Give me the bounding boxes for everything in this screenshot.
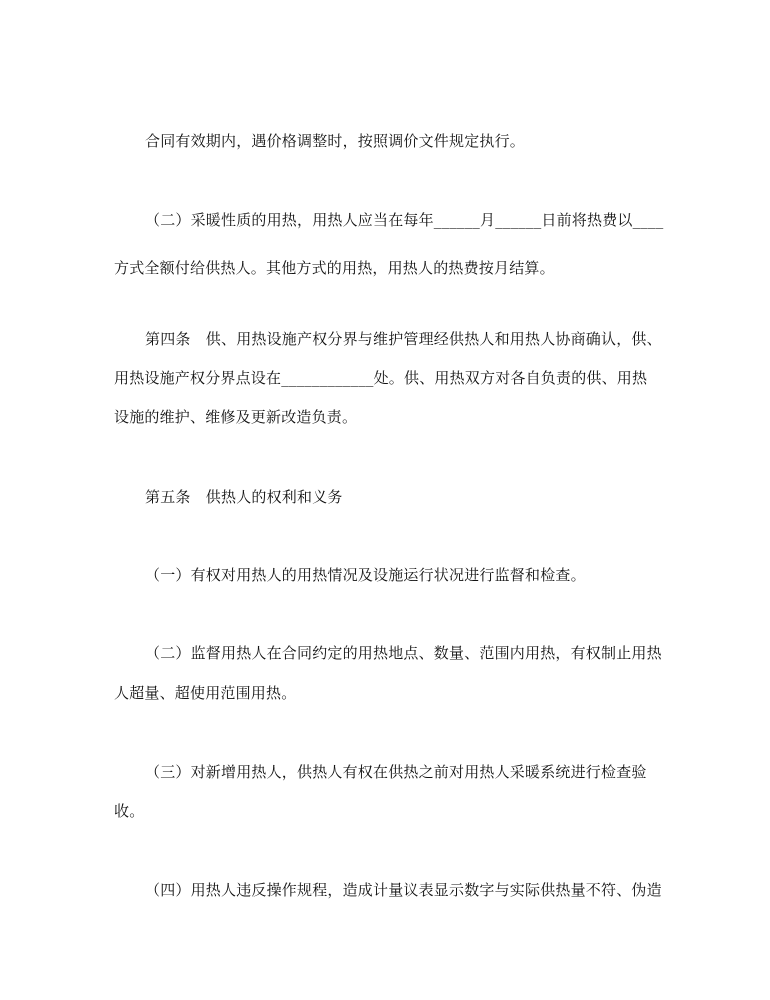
paragraph-line: 用热设施产权分界点设在____________处。供、用热双方对各自负责的供、用热: [114, 369, 648, 387]
paragraph-line: （二）监督用热人在合同约定的用热地点、数量、范围内用热，有权制止用热: [145, 644, 662, 662]
paragraph-line: 设施的维护、维修及更新改造负责。: [114, 408, 358, 426]
article-heading-line: 第五条 供热人的权利和义务: [145, 488, 343, 506]
paragraph-line: 人超量、超使用范围用热。: [114, 684, 297, 702]
paragraph-line: 方式全额付给供热人。其他方式的用热，用热人的热费按月结算。: [114, 259, 555, 277]
article-heading-line: 第四条 供、用热设施产权分界与维护管理经供热人和用热人协商确认，供、: [145, 330, 662, 348]
paragraph-line: 合同有效期内，遇价格调整时，按照调价文件规定执行。: [145, 132, 526, 150]
paragraph-line: （三）对新增用热人，供热人有权在供热之前对用热人采暖系统进行检查验: [145, 763, 647, 781]
paragraph-line: 收。: [114, 802, 145, 820]
paragraph-line: （四）用热人违反操作规程，造成计量议表显示数字与实际供热量不符、伪造: [145, 881, 662, 899]
paragraph-line: （二）采暖性质的用热，用热人应当在每年______月______日前将热费以____: [145, 211, 664, 229]
paragraph-line: （一）有权对用热人的用热情况及设施运行状况进行监督和检查。: [145, 566, 586, 584]
